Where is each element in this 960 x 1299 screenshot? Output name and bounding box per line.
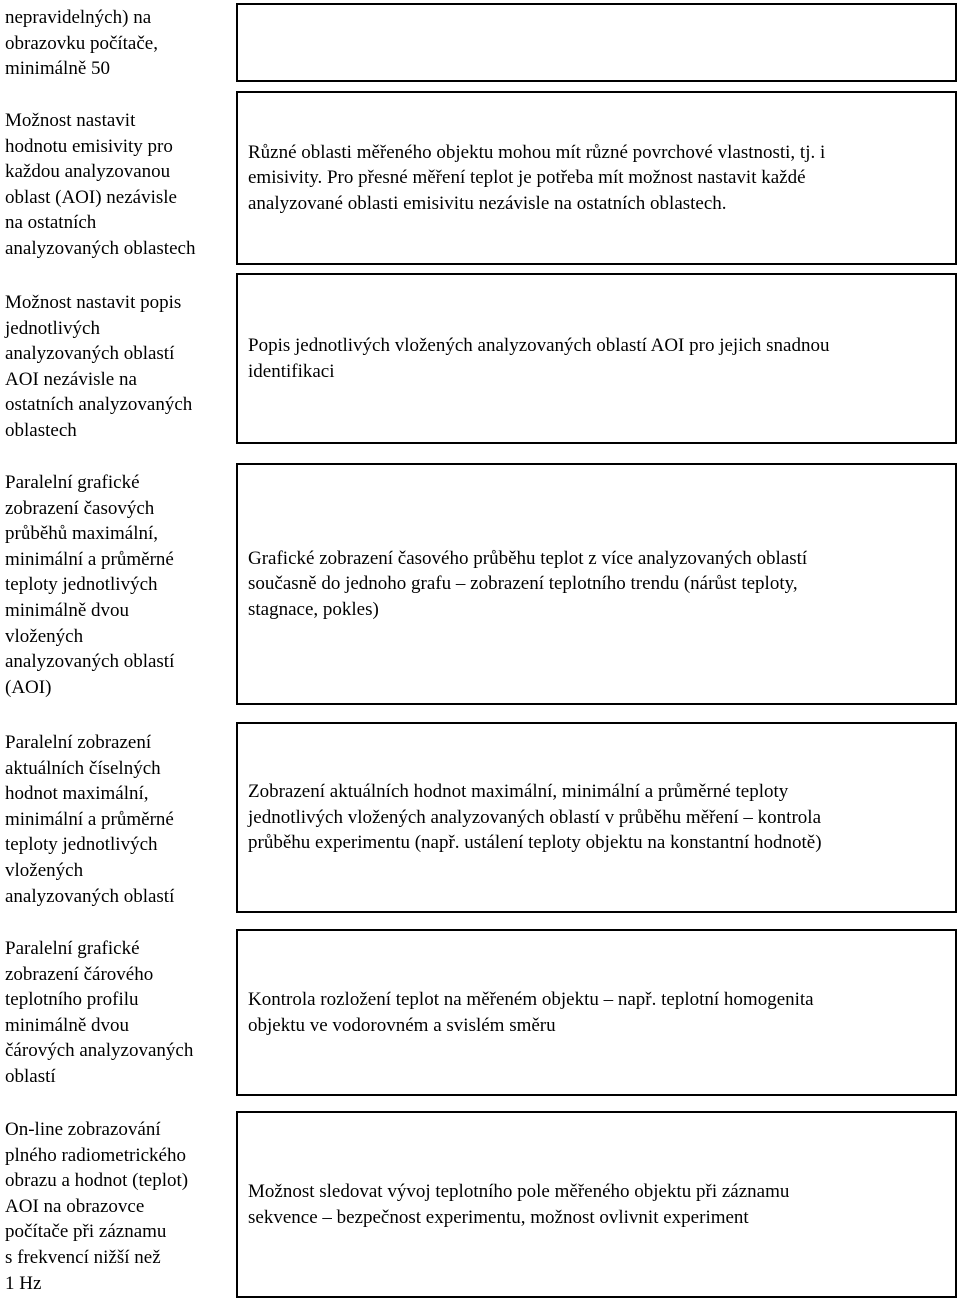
row-requirement: Možnost nastavit hodnotu emisivity pro každou analyzovanou oblast (AOI) nezávisle na ostatních analyzovaných oblastech bbox=[5, 110, 196, 259]
row-description-box bbox=[236, 3, 957, 82]
row-description: Možnost sledovat vývoj teplotního pole měřeného objektu při záznamu sekvence – bezpečnost experimentu, možnost ovlivnit experiment bbox=[248, 1180, 790, 1228]
row-requirement: On-line zobrazování plného radiometrického obrazu a hodnot (teplot) AOI na obrazovce počítače při záznamu s frekvencí nižší než 1 Hz bbox=[5, 1119, 189, 1294]
row-description: Různé oblasti měřeného objektu mohou mít různé povrchové vlastnosti, tj. i emisivity. Pro přesné měření teplot je potřeba mít možnost nastavit každé analyzované oblasti emisivitu nezávisle na ostatních oblastech. bbox=[248, 141, 826, 214]
row-description-box bbox=[236, 273, 957, 444]
row-description-box bbox=[236, 1111, 957, 1298]
row-requirement: Paralelní zobrazení aktuálních číselných hodnot maximální, minimální a průměrné teploty jednotlivých vložených analyzovaných oblastí bbox=[5, 732, 175, 907]
row-description-box bbox=[236, 929, 957, 1096]
row-requirement: nepravidelných) na obrazovku počítače, minimálně 50 bbox=[5, 7, 158, 80]
row-description-box bbox=[236, 91, 957, 265]
row-description: Popis jednotlivých vložených analyzovaných oblastí AOI pro jejich snadnou identifikaci bbox=[248, 334, 830, 382]
row-description-box bbox=[236, 463, 957, 705]
row-requirement: Možnost nastavit popis jednotlivých analyzovaných oblastí AOI nezávisle na ostatních analyzovaných oblastech bbox=[5, 292, 193, 441]
row-description: Zobrazení aktuálních hodnot maximální, minimální a průměrné teploty jednotlivých vložených analyzovaných oblastí v průběhu měření – kontrola průběhu experimentu (např. ustálení teploty objektu na konstantní hodnotě) bbox=[248, 781, 822, 854]
row-description: Kontrola rozložení teplot na měřeném objektu – např. teplotní homogenita objektu ve vodorovném a svislém směru bbox=[248, 988, 814, 1036]
row-requirement: Paralelní grafické zobrazení čárového teplotního profilu minimálně dvou čárových analyzovaných oblastí bbox=[5, 938, 194, 1087]
row-description: Grafické zobrazení časového průběhu teplot z více analyzovaných oblastí současně do jednoho grafu – zobrazení teplotního trendu (nárůst teploty, stagnace, pokles) bbox=[248, 547, 808, 620]
row-description-box bbox=[236, 722, 957, 913]
row-requirement: Paralelní grafické zobrazení časových průběhů maximální, minimální a průměrné teploty jednotlivých minimálně dvou vložených analyzovaných oblastí (AOI) bbox=[5, 472, 175, 698]
